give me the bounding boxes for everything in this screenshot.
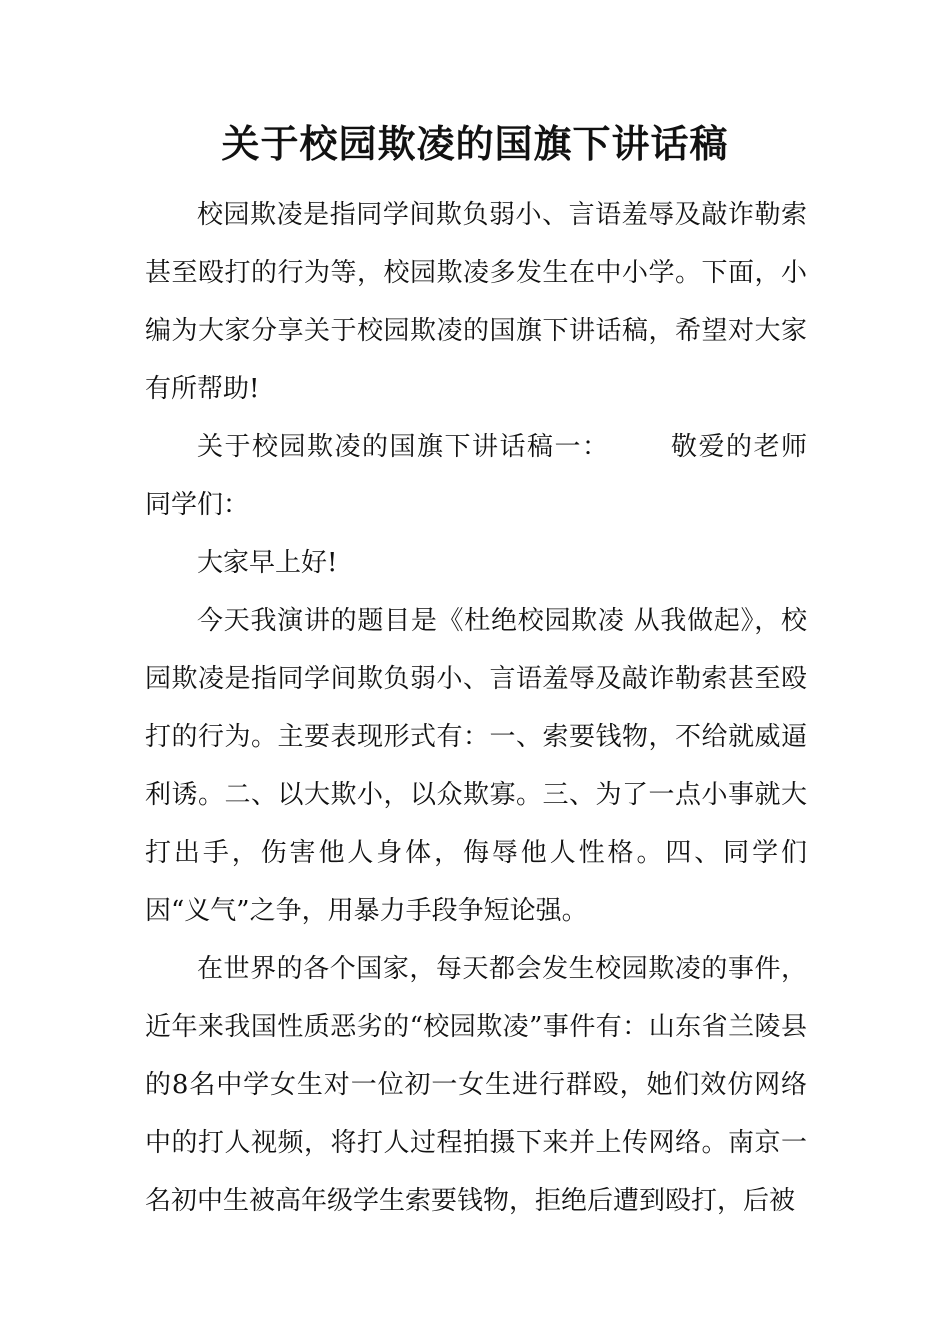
speech-heading: 关于校园欺凌的国旗下讲话稿一： (197, 432, 610, 462)
salutation: 敬爱的老师 同学们： (145, 432, 807, 520)
document-title: 关于校园欺凌的国旗下讲话稿 (221, 121, 729, 166)
intro-paragraph: 校园欺凌是指同学间欺负弱小、言语羞辱及敲诈勒索甚至殴打的行为等，校园欺凌多发生在中小学。下面，小编为大家分享关于校园欺凌的国旗下讲话稿，希望对大家有所帮助! (145, 200, 807, 404)
speech-heading-paragraph (145, 418, 807, 534)
greeting-paragraph: 大家早上好! (197, 548, 338, 578)
topic-paragraph: 今天我演讲的题目是《杜绝校园欺凌 从我做起》，校园欺凌是指同学间欺负弱小、言语羞辱及敲诈勒索甚至殴打的行为。主要表现形式有：一、索要钱物，不给就威逼利诱。二、以大欺小，以众欺寡。三、为了一点小事就大打出手，伤害他人身体，侮辱他人性格。四、同学们因“义气”之争，用暴力手段争短论强。 (145, 606, 807, 926)
incidents-paragraph: 在世界的各个国家，每天都会发生校园欺凌的事件，近年来我国性质恶劣的“校园欺凌”事件有：山东省兰陵县的8名中学女生对一位初一女生进行群殴，她们效仿网络中的打人视频，将打人过程拍摄下来并上传网络。南京一名初中生被高年级学生索要钱物，拒绝后遭到殴打，后被 (145, 954, 807, 1216)
document-body (145, 186, 807, 1230)
